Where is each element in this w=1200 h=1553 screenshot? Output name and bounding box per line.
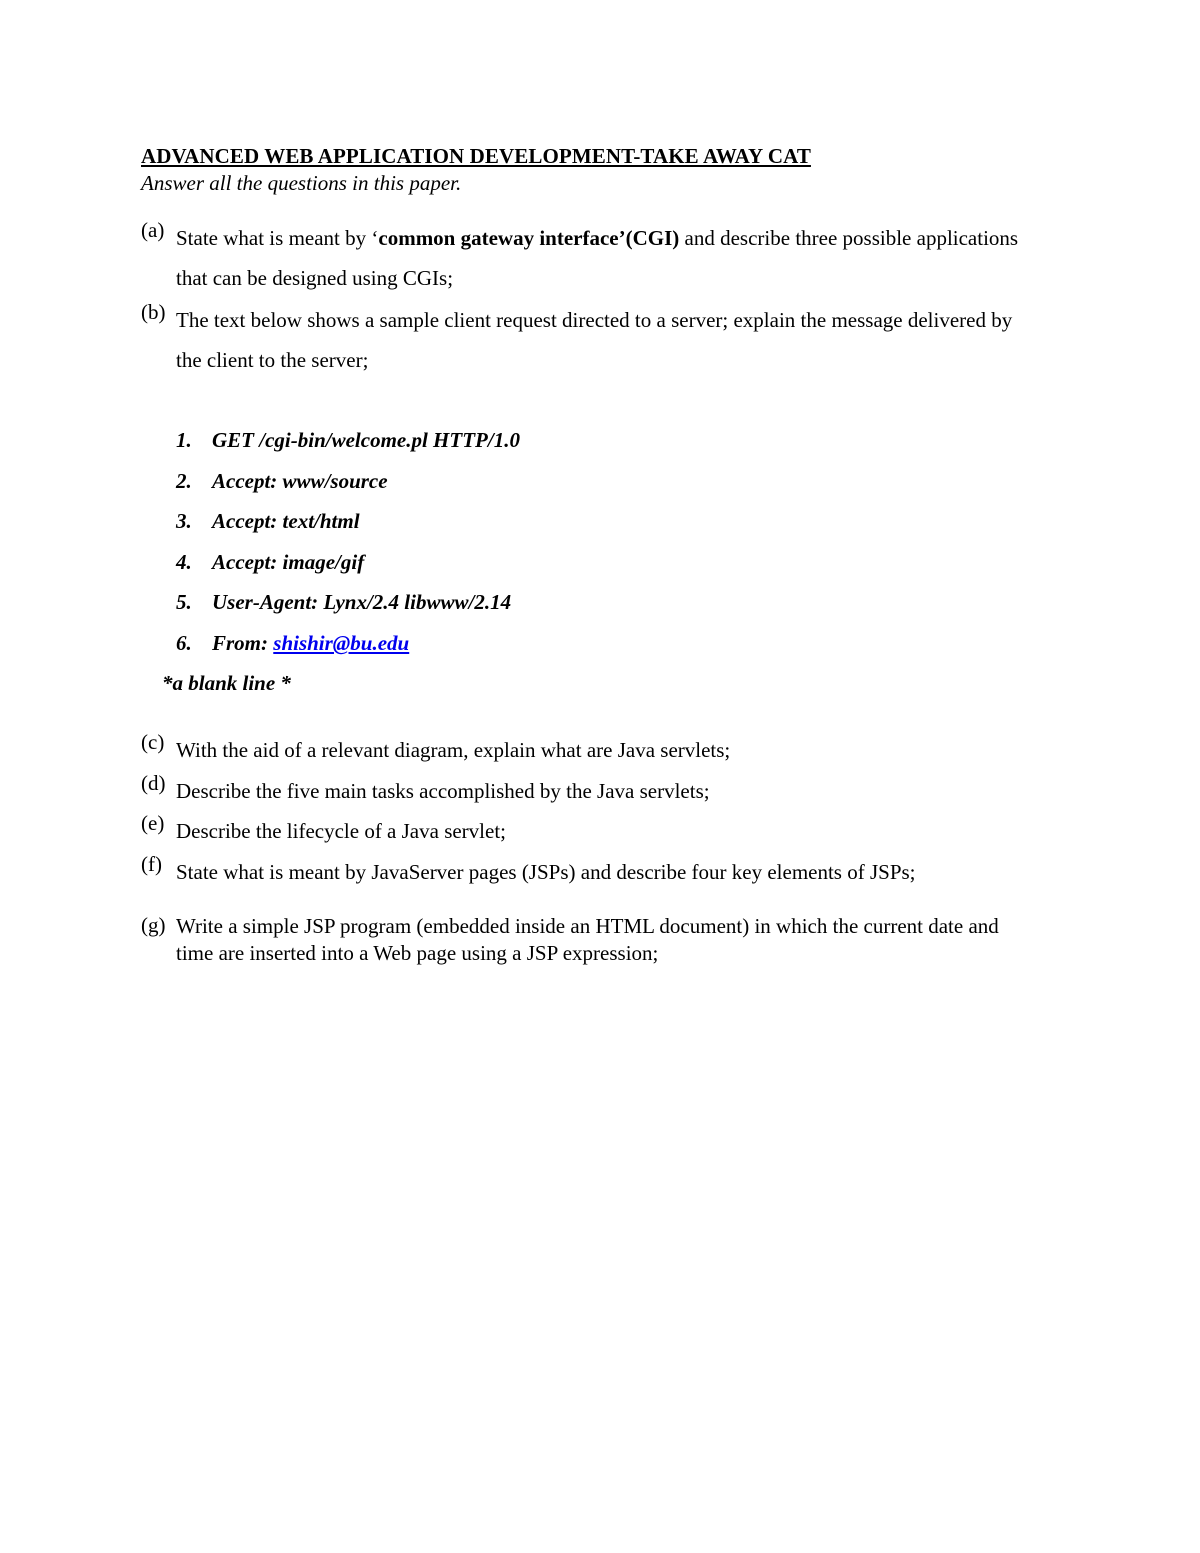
- question-text: Write a simple JSP program (embedded inside an HTML document) in which the current date and time are inserted into a Web page using a JSP expression;: [176, 914, 999, 965]
- question-text: The text below shows a sample client request directed to a server; explain the message delivered by the client to the server;: [176, 308, 1013, 372]
- request-line-number: 5.: [176, 590, 192, 614]
- question-text-post: and describe three possible applications that can be designed using CGIs;: [176, 226, 1019, 290]
- instruction-text: Answer all the questions in this paper.: [141, 171, 462, 195]
- request-line-text: From:: [212, 631, 274, 655]
- request-line-number: 6.: [176, 631, 192, 655]
- request-line: [176, 631, 409, 656]
- question-text: With the aid of a relevant diagram, explain what are Java servlets;: [176, 738, 731, 762]
- request-line-number: 4.: [176, 550, 192, 574]
- question-label: (d): [141, 771, 166, 795]
- request-line-number: 1.: [176, 428, 192, 452]
- request-line-number: 3.: [176, 509, 192, 533]
- request-line: [176, 550, 364, 575]
- question-text: Describe the lifecycle of a Java servlet;: [176, 819, 507, 843]
- request-line: [176, 590, 511, 615]
- request-line: [176, 469, 388, 494]
- email-link[interactable]: shishir@bu.edu: [273, 631, 410, 655]
- question-label: (b): [141, 300, 166, 324]
- question-label: (c): [141, 730, 165, 754]
- request-line-text: Accept: text/html: [212, 509, 360, 533]
- question-text-bold: common gateway interface’(CGI): [378, 226, 680, 250]
- question-text: Describe the five main tasks accomplished by the Java servlets;: [176, 779, 710, 803]
- request-line-number: 2.: [176, 469, 192, 493]
- question-text-pre: State what is meant by ‘: [176, 226, 379, 250]
- question-label: (f): [141, 852, 162, 876]
- question-text: State what is meant by JavaServer pages (JSPs) and describe four key elements of JSPs;: [176, 860, 916, 884]
- page-title: ADVANCED WEB APPLICATION DEVELOPMENT-TAKE AWAY CAT: [141, 144, 811, 168]
- question-label: (g): [141, 913, 166, 937]
- request-line-text: User-Agent: Lynx/2.4 libwww/2.14: [212, 590, 512, 614]
- blank-line-note: *a blank line *: [162, 671, 291, 695]
- question-text: [176, 218, 1036, 298]
- request-line: [176, 428, 520, 453]
- request-line-text: GET /cgi-bin/welcome.pl HTTP/1.0: [212, 428, 520, 452]
- request-line: [176, 509, 360, 534]
- request-line-text: Accept: image/gif: [212, 550, 365, 574]
- request-line-text: Accept: www/source: [212, 469, 388, 493]
- question-label: (a): [141, 218, 165, 242]
- question-label: (e): [141, 811, 165, 835]
